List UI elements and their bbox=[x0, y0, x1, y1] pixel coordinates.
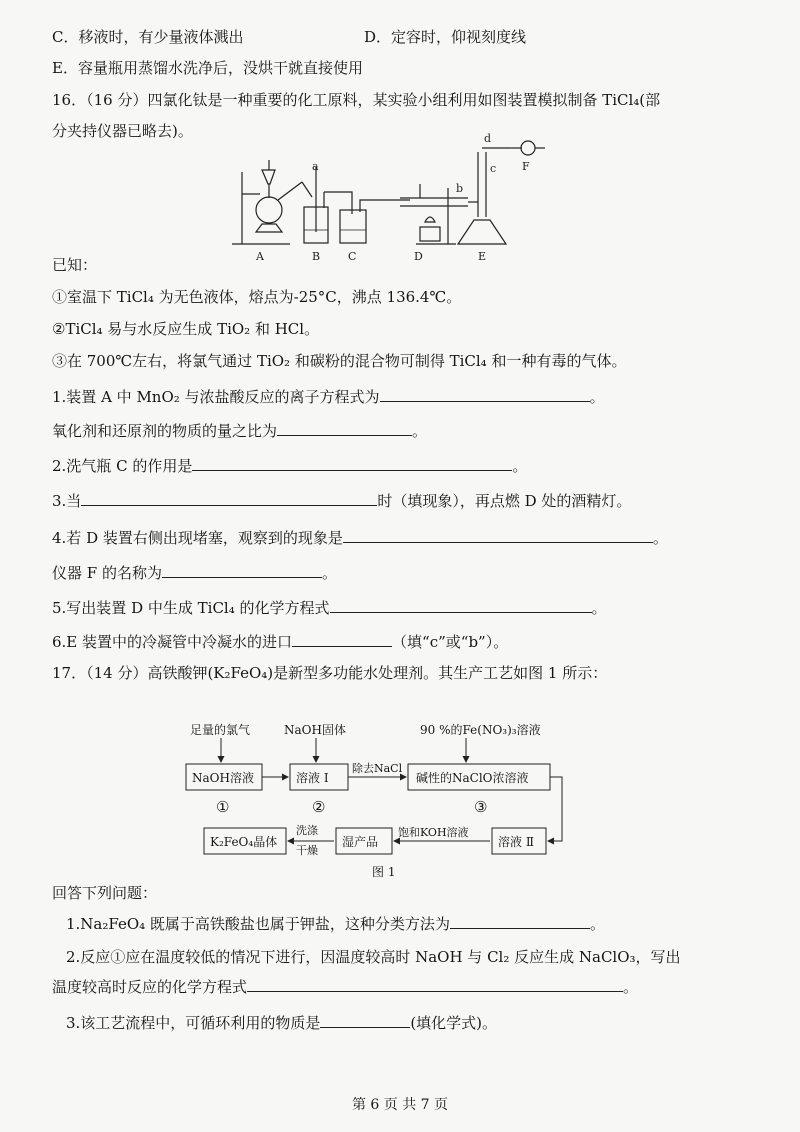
q16-p6-text-b: （填“c”或“b”）。 bbox=[392, 633, 509, 651]
label-tube-a: a bbox=[312, 160, 319, 173]
flow-caption: 图 1 bbox=[372, 865, 396, 879]
q16-p3 bbox=[52, 489, 631, 512]
q17-p3-text-b: (填化学式)。 bbox=[410, 1014, 498, 1032]
q17-answer-intro: 回答下列问题： bbox=[52, 884, 158, 902]
answer-blank-17-2[interactable] bbox=[247, 975, 623, 992]
q16-p3-text-b: 时（填现象），再点燃 D 处的酒精灯。 bbox=[377, 492, 632, 510]
q17-p2b-text: 温度较高时反应的化学方程式 bbox=[52, 978, 248, 996]
known-3: ③在 700℃左右，将氯气通过 TiO₂ 和碳粉的混合物可制得 TiCl₄ 和一种有毒的气体。 bbox=[52, 352, 627, 370]
flow-box-solution-2: 溶液 Ⅱ bbox=[498, 835, 534, 849]
flow-box-naclo: 碱性的NaClO浓溶液 bbox=[416, 771, 529, 785]
flow-box-wet-product: 湿产品 bbox=[342, 835, 379, 849]
q16-intro-line2: 分夹持仪器已略去)。 bbox=[52, 122, 193, 140]
q15-option-c: C．移液时，有少量液体溅出 bbox=[52, 28, 244, 46]
known-heading: 已知： bbox=[52, 256, 98, 274]
q16-p1a-text: 1.装置 A 中 MnO₂ 与浓盐酸反应的离子方程式为 bbox=[52, 388, 380, 406]
flow-box-naoh-solution: NaOH溶液 bbox=[192, 771, 254, 785]
answer-blank-17-1[interactable] bbox=[450, 912, 590, 929]
q15-option-d: D．定容时，仰视刻度线 bbox=[364, 28, 527, 46]
flow-arrow-wash: 洗涤 bbox=[296, 824, 318, 837]
q16-intro-line1: 16．（16 分）四氯化钛是一种重要的化工原料，某实验小组利用如图装置模拟制备 TiCl₄(部 bbox=[52, 91, 661, 109]
q17-p3-text-a: 3.该工艺流程中，可循环利用的物质是 bbox=[66, 1014, 321, 1032]
q16-p4a-text: 4.若 D 装置右侧出现堵塞，观察到的现象是 bbox=[52, 529, 343, 547]
flow-box-solution-1: 溶液 Ⅰ bbox=[296, 771, 329, 785]
label-f: F bbox=[522, 160, 530, 173]
q17-p1-end: 。 bbox=[589, 915, 605, 933]
known-2: ②TiCl₄ 易与水反应生成 TiO₂ 和 HCl。 bbox=[52, 320, 320, 338]
q16-p4b bbox=[52, 561, 337, 584]
q16-p4b-text: 仪器 F 的名称为 bbox=[52, 564, 162, 582]
q16-p1b bbox=[52, 419, 427, 442]
label-tube-d: d bbox=[484, 132, 492, 145]
q16-p2-text: 2.洗气瓶 C 的作用是 bbox=[52, 457, 193, 475]
q17-p1-text: 1.Na₂FeO₄ 既属于高铁酸盐也属于钾盐，这种分类方法为 bbox=[66, 915, 450, 933]
q17-p2a: 2.反应①应在温度较低的情况下进行，因温度较高时 NaOH 与 Cl₂ 反应生成 NaClO₃，写出 bbox=[66, 948, 681, 966]
answer-blank-16-5[interactable] bbox=[330, 596, 592, 613]
label-d: D bbox=[414, 250, 423, 263]
q16-p2 bbox=[52, 454, 527, 477]
q16-p4b-end: 。 bbox=[321, 564, 337, 582]
flow-step-3: ③ bbox=[474, 798, 488, 816]
answer-blank-16-6[interactable] bbox=[292, 630, 392, 647]
flow-step-1: ① bbox=[216, 798, 230, 816]
answer-blank-16-1b[interactable] bbox=[277, 419, 412, 436]
answer-blank-16-2[interactable] bbox=[192, 454, 512, 471]
q16-p5-text: 5.写出装置 D 中生成 TiCl₄ 的化学方程式 bbox=[52, 599, 330, 617]
q16-p2-end: 。 bbox=[512, 457, 528, 475]
q16-p3-text-a: 3.当 bbox=[52, 492, 82, 510]
known-1: ①室温下 TiCl₄ 为无色液体，熔点为-25°C，沸点 136.4℃。 bbox=[52, 288, 462, 306]
q15-option-e: E．容量瓶用蒸馏水洗净后，没烘干就直接使用 bbox=[52, 59, 363, 77]
q16-p1b-text: 氧化剂和还原剂的物质的量之比为 bbox=[52, 422, 278, 440]
q16-p5 bbox=[52, 596, 607, 619]
q16-p6 bbox=[52, 630, 508, 653]
label-b: B bbox=[312, 250, 321, 263]
q17-p2b-end: 。 bbox=[623, 978, 639, 996]
label-tube-c: c bbox=[490, 162, 497, 175]
page-footer: 第 6 页 共 7 页 bbox=[351, 1097, 449, 1113]
flow-arrow-dry: 干燥 bbox=[296, 844, 318, 857]
flow-step-2: ② bbox=[312, 798, 326, 816]
q16-p5-end: 。 bbox=[591, 599, 607, 617]
label-tube-b: b bbox=[456, 182, 464, 195]
q16-p4a-end: 。 bbox=[652, 529, 668, 547]
flow-input-naoh-solid: NaOH固体 bbox=[284, 723, 346, 737]
label-c: C bbox=[348, 250, 357, 263]
flow-input-chlorine: 足量的氯气 bbox=[190, 723, 251, 737]
q17-p3 bbox=[66, 1011, 497, 1034]
flow-input-fe-nitrate: 90 %的Fe(NO₃)₃溶液 bbox=[420, 723, 541, 737]
answer-blank-16-1a[interactable] bbox=[380, 385, 590, 402]
apparatus-diagram bbox=[220, 132, 580, 272]
q17-p2b bbox=[52, 975, 638, 998]
flow-arrow-koh: 饱和KOH溶液 bbox=[398, 826, 469, 839]
q16-p1a bbox=[52, 385, 605, 408]
flow-box-k2feo4-crystal: K₂FeO₄晶体 bbox=[210, 835, 278, 849]
answer-blank-16-3[interactable] bbox=[81, 489, 377, 506]
label-e: E bbox=[478, 250, 487, 263]
q17-p1 bbox=[66, 912, 605, 935]
answer-blank-16-4b[interactable] bbox=[162, 561, 322, 578]
process-flowchart bbox=[176, 720, 596, 880]
label-a: A bbox=[256, 250, 264, 263]
q15-option-c-row bbox=[52, 26, 527, 48]
q16-p1b-end: 。 bbox=[412, 422, 428, 440]
q17-intro: 17．（14 分）高铁酸钾(K₂FeO₄)是新型多功能水处理剂。其生产工艺如图 1 所示： bbox=[52, 664, 608, 682]
flow-arrow-remove-nacl: 除去NaCl bbox=[352, 762, 403, 775]
answer-blank-17-3[interactable] bbox=[320, 1011, 410, 1028]
q16-p4a bbox=[52, 526, 668, 549]
answer-blank-16-4a[interactable] bbox=[343, 526, 653, 543]
q16-p6-text-a: 6.E 装置中的冷凝管中冷凝水的进口 bbox=[52, 633, 293, 651]
q16-p1a-end: 。 bbox=[589, 388, 605, 406]
